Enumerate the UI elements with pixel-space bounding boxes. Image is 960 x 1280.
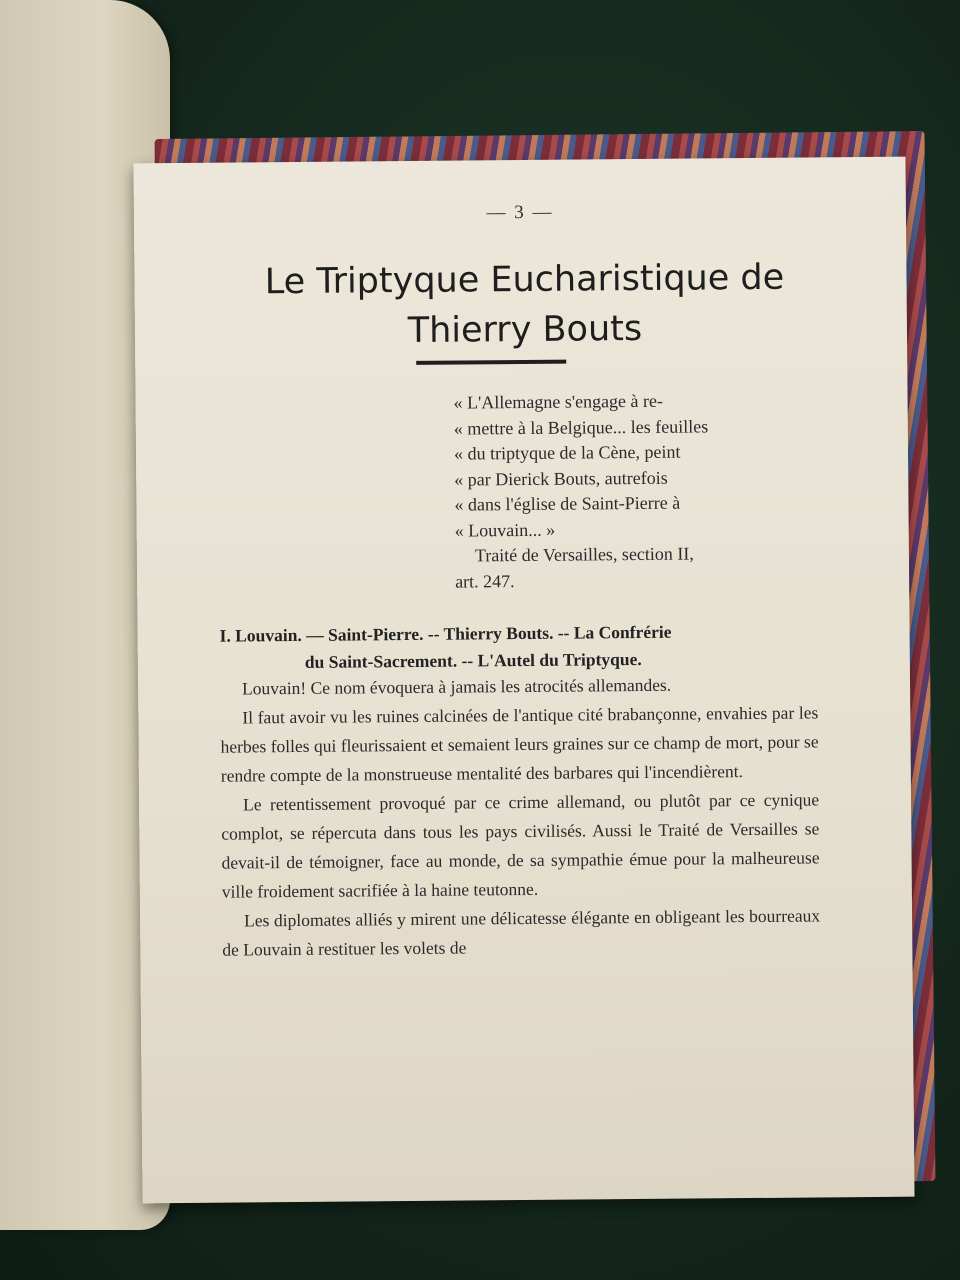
body-text bbox=[220, 669, 821, 964]
page-title bbox=[174, 252, 875, 358]
epigraph-quote bbox=[453, 388, 785, 595]
section-heading bbox=[219, 618, 799, 677]
epigraph-line: « Louvain... » bbox=[454, 519, 556, 541]
title-underline-rule bbox=[416, 360, 566, 365]
title-line-1: Le Triptyque Eucharistique de bbox=[264, 257, 785, 303]
epigraph-source-article: art. 247. bbox=[455, 570, 515, 592]
paragraph: Le retentissement provoqué par ce crime allemand, ou plutôt par ce cynique complot, se répercuta dans tous les pays civilisés. Aussi le Traité de Versailles se devait-il de témoigner, face au monde, de sa sympathie émue pour la malheureuse ville froidement sacrifiée à la haine teutonne. bbox=[221, 789, 820, 902]
epigraph-line: « du triptyque de la Cène, peint bbox=[453, 441, 681, 464]
title-line-2: Thierry Bouts bbox=[407, 308, 643, 352]
epigraph-line: « mettre à la Belgique... les feuilles bbox=[453, 415, 709, 439]
section-heading-line-1: I. Louvain. — Saint-Pierre. -- Thierry Bouts. -- La Confrérie bbox=[219, 621, 672, 646]
epigraph-line: « par Dierick Bouts, autrefois bbox=[454, 467, 668, 490]
paragraph: Louvain! Ce nom évoquera à jamais les atrocités allemandes. bbox=[241, 674, 672, 699]
epigraph-line: « dans l'église de Saint-Pierre à bbox=[454, 492, 681, 515]
page-number: — 3 — bbox=[486, 201, 554, 224]
paragraph: Il faut avoir vu les ruines calcinées de l'antique cité brabançonne, envahies par les herbes folles qui fleurissaient et semaient leurs graines sur ce champ de mort, pour se rendre compte de la monstrueuse mentalité des barbares qui l'incendièrent. bbox=[220, 702, 819, 786]
epigraph-line: « L'Allemagne s'engage à re- bbox=[453, 390, 664, 413]
paragraph: Les diplomates alliés y mirent une délicatesse élégante en obligeant les bourreaux de Louvain à restituer les volets de bbox=[222, 905, 821, 960]
epigraph-source: Traité de Versailles, section II, bbox=[474, 543, 694, 566]
section-heading-line-2: du Saint-Sacrement. -- L'Autel du Triptyque. bbox=[304, 648, 642, 672]
book-page bbox=[133, 157, 914, 1204]
